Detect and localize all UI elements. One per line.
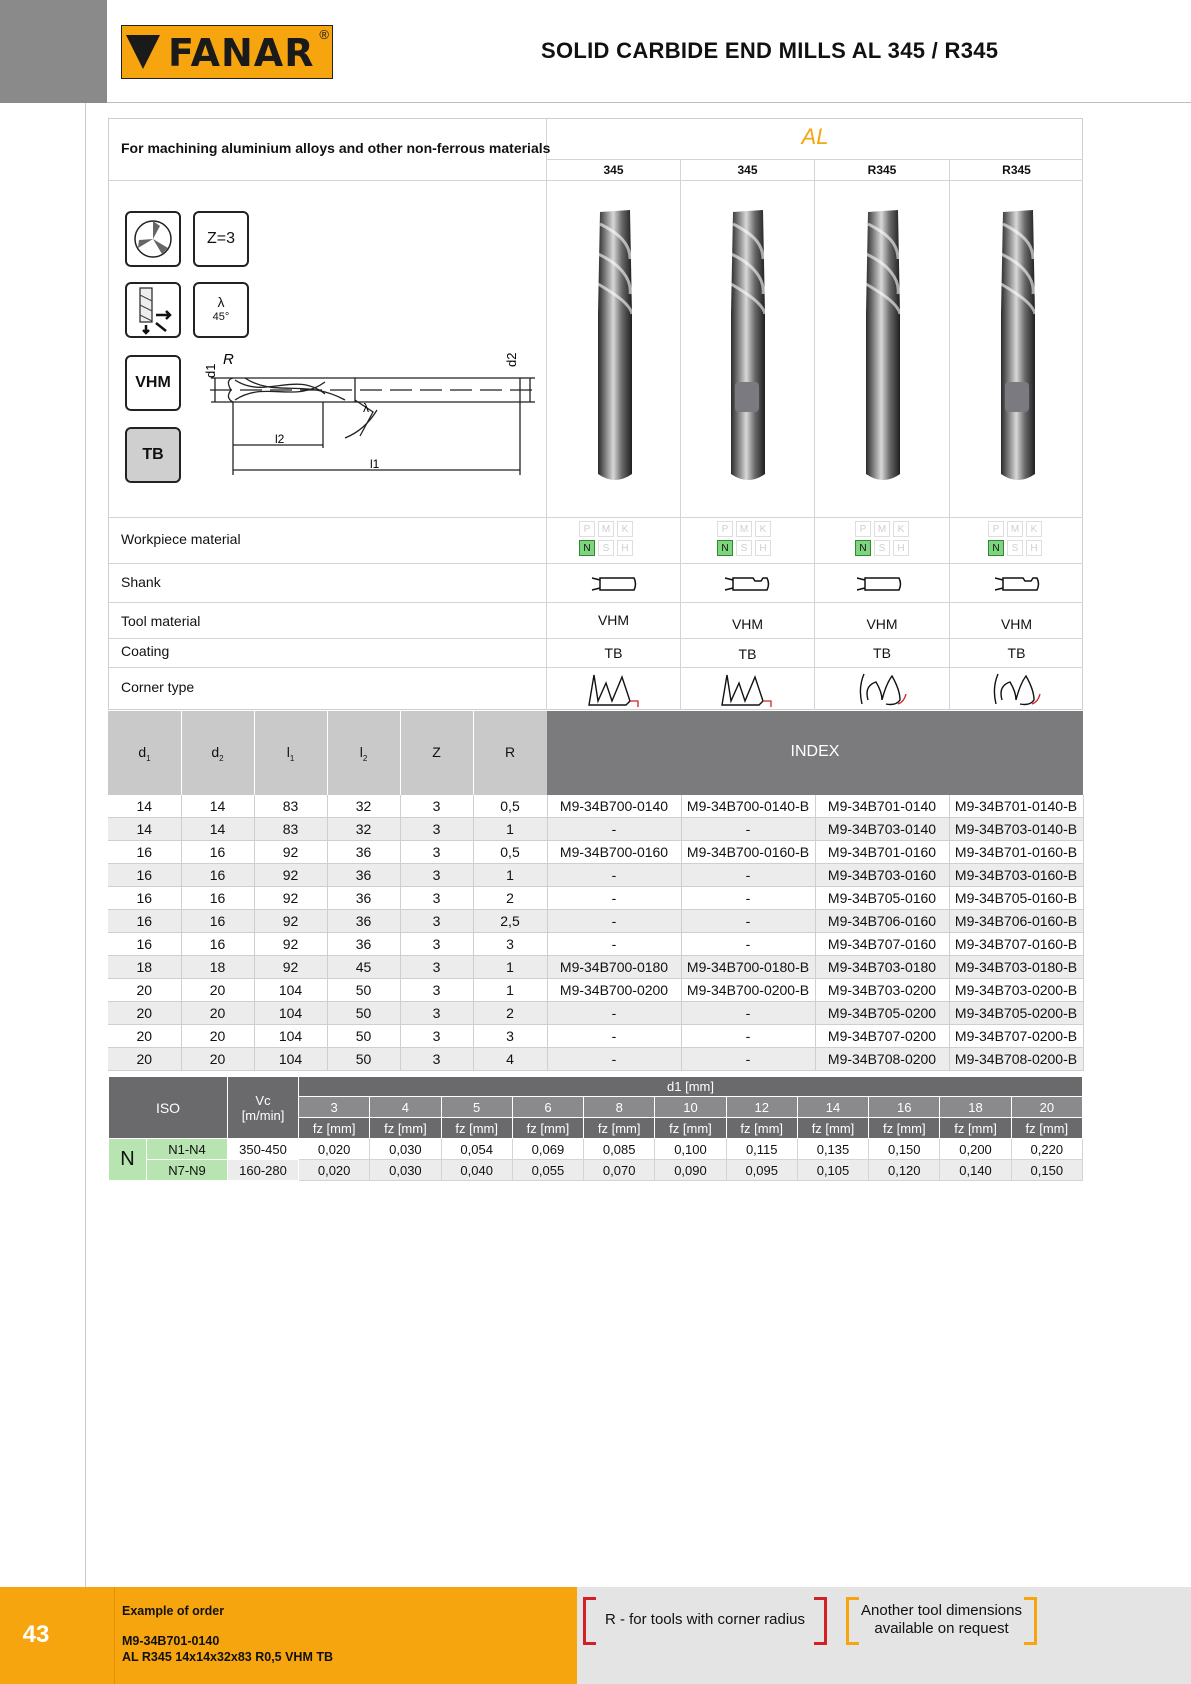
index-cell: - xyxy=(547,864,681,887)
fz-cell: 0,200 xyxy=(940,1139,1011,1160)
cutting-direction-icon xyxy=(130,285,176,335)
table-row xyxy=(108,1025,1083,1048)
shank-plain-icon xyxy=(590,574,638,594)
dimension-cell: 3 xyxy=(400,979,473,1002)
dimension-cell: 3 xyxy=(400,933,473,956)
index-cell: M9-34B703-0200 xyxy=(815,979,949,1002)
dimension-table xyxy=(108,795,1084,1071)
end-mill-image-2 xyxy=(723,204,773,484)
index-cell: M9-34B703-0160 xyxy=(815,864,949,887)
drilling-direction-icon xyxy=(125,282,181,338)
iso-header: ISO xyxy=(109,1077,228,1139)
table-row xyxy=(108,818,1083,841)
lambda-label: λ xyxy=(363,401,369,415)
index-cell: M9-34B700-0140-B xyxy=(681,795,815,818)
dimension-cell: 16 xyxy=(108,933,181,956)
index-cell: M9-34B705-0200-B xyxy=(949,1002,1083,1025)
dimension-cell: 1 xyxy=(473,979,547,1002)
index-cell: M9-34B703-0200-B xyxy=(949,979,1083,1002)
diameter-cell: 3 xyxy=(299,1097,370,1118)
tool-drawing xyxy=(205,350,545,485)
index-cell: - xyxy=(681,887,815,910)
fz-cell: 0,020 xyxy=(299,1139,370,1160)
index-cell: M9-34B700-0180-B xyxy=(681,956,815,979)
index-cell: M9-34B701-0140 xyxy=(815,795,949,818)
shank-plain-icon xyxy=(855,574,903,594)
index-cell: M9-34B703-0160-B xyxy=(949,864,1083,887)
index-cell: - xyxy=(547,910,681,933)
dimension-cell: 3 xyxy=(400,818,473,841)
index-cell: M9-34B703-0140 xyxy=(815,818,949,841)
dimension-cell: 4 xyxy=(473,1048,547,1071)
col-head-l2: $l_2$ xyxy=(359,744,368,763)
fz-cell: 0,150 xyxy=(1011,1160,1082,1181)
dimension-cell: 92 xyxy=(254,956,327,979)
dimension-cell: 20 xyxy=(181,1002,254,1025)
fz-unit-cell: fz [mm] xyxy=(726,1118,797,1139)
coating-2: TB xyxy=(738,646,757,662)
fz-cell: 0,150 xyxy=(869,1139,940,1160)
coating-1: TB xyxy=(604,645,623,661)
d1-label: d1 xyxy=(203,363,218,378)
table-row xyxy=(108,979,1083,1002)
end-mill-image-3 xyxy=(858,204,908,484)
footer-notes xyxy=(577,1587,1191,1684)
dimension-cell: 3 xyxy=(400,795,473,818)
dimension-cell: 3 xyxy=(400,1048,473,1071)
fz-cell: 0,115 xyxy=(726,1139,797,1160)
d2-label: d2 xyxy=(504,352,519,367)
fz-unit-cell: fz [mm] xyxy=(1011,1118,1082,1139)
fz-cell: 0,070 xyxy=(584,1160,655,1181)
l1-label: l1 xyxy=(370,457,380,471)
three-flute-icon xyxy=(125,211,181,267)
col-head-l1: $l_1$ xyxy=(286,744,295,763)
index-cell: M9-34B701-0160-B xyxy=(949,841,1083,864)
table-row xyxy=(108,795,1083,818)
table-row xyxy=(108,1002,1083,1025)
dimension-cell: 0,5 xyxy=(473,841,547,864)
fz-cell: 0,100 xyxy=(655,1139,726,1160)
teeth-count-icon xyxy=(193,211,249,267)
dimensions-note-bracket xyxy=(846,1597,1037,1645)
radius-note: R - for tools with corner radius xyxy=(604,1611,806,1628)
dimension-cell: 36 xyxy=(327,841,400,864)
table-row xyxy=(108,910,1083,933)
diameter-cell: 18 xyxy=(940,1097,1011,1118)
index-cell: M9-34B700-0140 xyxy=(547,795,681,818)
dimension-cell: 50 xyxy=(327,1025,400,1048)
dimension-cell: 3 xyxy=(400,956,473,979)
col-head-r: R xyxy=(504,744,516,760)
dimension-cell: 16 xyxy=(181,841,254,864)
fz-unit-cell: fz [mm] xyxy=(797,1118,868,1139)
dimension-cell: 36 xyxy=(327,933,400,956)
family-label: AL xyxy=(801,124,829,149)
dimension-cell: 36 xyxy=(327,910,400,933)
dimension-cell: 104 xyxy=(254,1025,327,1048)
iso-group-n: N xyxy=(109,1139,147,1181)
fz-cell: 0,135 xyxy=(797,1139,868,1160)
helix-symbol: λ xyxy=(217,294,225,310)
fz-unit-cell: fz [mm] xyxy=(512,1118,583,1139)
corner-block xyxy=(0,0,107,103)
diameter-cell: 16 xyxy=(869,1097,940,1118)
index-cell: M9-34B705-0160 xyxy=(815,887,949,910)
teeth-count-label: Z=3 xyxy=(206,230,235,247)
dimension-cell: 16 xyxy=(108,887,181,910)
dimension-cell: 3 xyxy=(400,841,473,864)
table-row xyxy=(108,956,1083,979)
dimension-cell: 83 xyxy=(254,818,327,841)
index-cell: M9-34B708-0200-B xyxy=(949,1048,1083,1071)
dimension-cell: 16 xyxy=(108,841,181,864)
dimension-cell: 92 xyxy=(254,864,327,887)
dimensions-note: Another tool dimensions available on request xyxy=(861,1602,1022,1637)
dimension-cell: 3 xyxy=(400,910,473,933)
index-cell: - xyxy=(547,933,681,956)
fz-cell: 0,020 xyxy=(299,1160,370,1181)
diameter-cell: 8 xyxy=(584,1097,655,1118)
dimension-cell: 2 xyxy=(473,887,547,910)
fanar-logo xyxy=(121,25,333,79)
index-cell: - xyxy=(681,864,815,887)
diameter-cell: 4 xyxy=(370,1097,441,1118)
helix-angle-value: 45° xyxy=(212,311,230,323)
logo-registered: ® xyxy=(319,27,329,42)
fz-cell: 0,069 xyxy=(512,1139,583,1160)
corner-radius-icon xyxy=(856,670,912,710)
index-cell: - xyxy=(547,887,681,910)
logo-wordmark: FANAR xyxy=(168,31,315,75)
row-label-tool-material: Tool material xyxy=(121,613,201,629)
table-row xyxy=(108,1048,1083,1071)
index-cell: - xyxy=(547,818,681,841)
dimension-cell: 20 xyxy=(108,1025,181,1048)
corner-radius-icon xyxy=(990,670,1046,710)
dimension-cell: 0,5 xyxy=(473,795,547,818)
page-number-block xyxy=(0,1587,114,1684)
dimension-cell: 16 xyxy=(181,933,254,956)
diameter-cell: 6 xyxy=(512,1097,583,1118)
fz-unit-cell: fz [mm] xyxy=(655,1118,726,1139)
radius-label: R xyxy=(223,351,234,368)
table-row xyxy=(108,864,1083,887)
index-cell: - xyxy=(681,1025,815,1048)
index-cell: M9-34B705-0200 xyxy=(815,1002,949,1025)
diameter-cell: 5 xyxy=(441,1097,512,1118)
index-cell: - xyxy=(681,933,815,956)
diameter-cell: 10 xyxy=(655,1097,726,1118)
dimension-cell: 14 xyxy=(108,818,181,841)
fz-unit-cell: fz [mm] xyxy=(869,1118,940,1139)
dimension-cell: 2,5 xyxy=(473,910,547,933)
diameter-cell: 20 xyxy=(1011,1097,1082,1118)
col-head-index: INDEX xyxy=(790,743,840,760)
dimension-cell: 92 xyxy=(254,933,327,956)
col-header-1: 345 xyxy=(603,163,624,177)
dimension-cell: 3 xyxy=(400,864,473,887)
workpiece-material-2: P M K N S H xyxy=(717,521,771,556)
fz-cell: 0,054 xyxy=(441,1139,512,1160)
example-desc: AL R345 14x14x32x83 R0,5 VHM TB xyxy=(122,1650,333,1664)
dimension-cell: 45 xyxy=(327,956,400,979)
diameter-cell: 12 xyxy=(726,1097,797,1118)
index-cell: - xyxy=(681,1002,815,1025)
page-number: 43 xyxy=(22,1621,50,1648)
dimension-cell: 16 xyxy=(108,910,181,933)
fz-cell: 0,090 xyxy=(655,1160,726,1181)
fz-unit-cell: fz [mm] xyxy=(584,1118,655,1139)
fz-cell: 0,030 xyxy=(370,1139,441,1160)
index-cell: - xyxy=(681,818,815,841)
end-mill-image-4 xyxy=(993,204,1043,484)
index-cell: M9-34B700-0160 xyxy=(547,841,681,864)
row-label-coating: Coating xyxy=(121,643,170,659)
col-head-d2: $d_2$ xyxy=(211,744,224,763)
dimension-cell: 104 xyxy=(254,1002,327,1025)
dimension-cell: 104 xyxy=(254,1048,327,1071)
dimension-cell: 16 xyxy=(108,864,181,887)
example-code: M9-34B701-0140 xyxy=(122,1634,220,1648)
dimension-cell: 92 xyxy=(254,887,327,910)
dimension-cell: 92 xyxy=(254,910,327,933)
table-row xyxy=(108,841,1083,864)
dimension-cell: 3 xyxy=(473,933,547,956)
margin-rule xyxy=(85,103,86,1588)
dimension-cell: 3 xyxy=(400,1002,473,1025)
col-header-3: R345 xyxy=(867,163,897,177)
dimension-cell: 36 xyxy=(327,887,400,910)
table-row xyxy=(108,933,1083,956)
index-cell: M9-34B705-0160-B xyxy=(949,887,1083,910)
dimension-cell: 14 xyxy=(181,818,254,841)
fz-cell: 0,120 xyxy=(869,1160,940,1181)
coating-4: TB xyxy=(1007,645,1026,661)
fz-cell: 0,055 xyxy=(512,1160,583,1181)
fz-cell: 0,140 xyxy=(940,1160,1011,1181)
col-header-4: R345 xyxy=(1002,163,1031,177)
coating-label: TB xyxy=(142,446,164,463)
dimension-cell: 16 xyxy=(181,910,254,933)
dimension-cell: 14 xyxy=(108,795,181,818)
index-cell: M9-34B701-0140-B xyxy=(949,795,1083,818)
dimension-cell: 104 xyxy=(254,979,327,1002)
workpiece-material-3: P M K N S H xyxy=(855,521,909,556)
dimension-cell: 1 xyxy=(473,864,547,887)
tool-material-4: VHM xyxy=(1000,616,1033,632)
row-label-corner: Corner type xyxy=(121,679,195,695)
material-label: VHM xyxy=(135,374,171,391)
fz-unit-cell: fz [mm] xyxy=(940,1118,1011,1139)
table-row xyxy=(108,887,1083,910)
vc-header: Vc [m/min] xyxy=(228,1077,299,1139)
flute-section-icon xyxy=(130,216,176,262)
example-title: Example of order xyxy=(122,1604,225,1618)
workpiece-material-4: P M K N S H xyxy=(988,521,1042,556)
vc-cell: 160-280 xyxy=(228,1160,299,1181)
iso-subgroup: N7-N9 xyxy=(147,1160,228,1181)
dimension-cell: 20 xyxy=(181,1048,254,1071)
dimension-cell: 16 xyxy=(181,864,254,887)
header-rule xyxy=(107,102,1191,103)
coating-icon xyxy=(125,427,181,483)
dimension-cell: 32 xyxy=(327,795,400,818)
index-cell: - xyxy=(681,1048,815,1071)
index-cell: M9-34B706-0160 xyxy=(815,910,949,933)
fz-cell: 0,220 xyxy=(1011,1139,1082,1160)
index-cell: M9-34B707-0200 xyxy=(815,1025,949,1048)
dimension-cell: 1 xyxy=(473,956,547,979)
index-cell: M9-34B700-0160-B xyxy=(681,841,815,864)
col-head-z: Z xyxy=(432,744,441,760)
description: For machining aluminium alloys and other non-ferrous materials xyxy=(121,140,551,156)
row-label-shank: Shank xyxy=(121,574,161,590)
index-cell: - xyxy=(547,1048,681,1071)
page-title: SOLID CARBIDE END MILLS AL 345 / R345 xyxy=(541,38,999,63)
vc-cell: 350-450 xyxy=(228,1139,299,1160)
index-cell: M9-34B700-0180 xyxy=(547,956,681,979)
dimension-cell: 92 xyxy=(254,841,327,864)
index-cell: M9-34B700-0200-B xyxy=(681,979,815,1002)
dimension-cell: 50 xyxy=(327,1048,400,1071)
dimension-cell: 18 xyxy=(181,956,254,979)
cutting-data-table xyxy=(108,1076,1083,1181)
corner-sharp-icon xyxy=(719,671,775,709)
dimension-cell: 20 xyxy=(108,979,181,1002)
dimension-cell: 50 xyxy=(327,1002,400,1025)
corner-sharp-icon xyxy=(586,671,642,709)
col-head-d1: $d_1$ xyxy=(138,744,151,763)
index-cell: M9-34B706-0160-B xyxy=(949,910,1083,933)
shank-weldon-icon xyxy=(723,574,771,594)
dimension-cell: 20 xyxy=(108,1002,181,1025)
dimension-cell: 20 xyxy=(108,1048,181,1071)
index-cell: M9-34B708-0200 xyxy=(815,1048,949,1071)
index-cell: M9-34B707-0160-B xyxy=(949,933,1083,956)
dimension-cell: 1 xyxy=(473,818,547,841)
dimension-cell: 16 xyxy=(181,887,254,910)
index-cell: M9-34B701-0160 xyxy=(815,841,949,864)
fz-cell: 0,085 xyxy=(584,1139,655,1160)
tool-material-2: VHM xyxy=(731,616,764,632)
dimension-cell: 50 xyxy=(327,979,400,1002)
index-cell: - xyxy=(547,1002,681,1025)
index-cell: M9-34B707-0160 xyxy=(815,933,949,956)
index-cell: M9-34B703-0140-B xyxy=(949,818,1083,841)
fz-cell: 0,030 xyxy=(370,1160,441,1181)
index-cell: - xyxy=(681,910,815,933)
end-mill-image-1 xyxy=(590,204,640,484)
tool-material-1: VHM xyxy=(597,612,630,628)
diameter-cell: 14 xyxy=(797,1097,868,1118)
index-cell: M9-34B707-0200-B xyxy=(949,1025,1083,1048)
dimension-cell: 14 xyxy=(181,795,254,818)
dimension-cell: 83 xyxy=(254,795,327,818)
fz-cell: 0,040 xyxy=(441,1160,512,1181)
index-cell: - xyxy=(547,1025,681,1048)
dimension-cell: 3 xyxy=(400,1025,473,1048)
fz-unit-cell: fz [mm] xyxy=(441,1118,512,1139)
dimension-cell: 3 xyxy=(400,887,473,910)
tool-material-3: VHM xyxy=(866,616,898,632)
index-cell: M9-34B703-0180-B xyxy=(949,956,1083,979)
iso-subgroup: N1-N4 xyxy=(147,1139,228,1160)
dimension-cell: 3 xyxy=(473,1025,547,1048)
logo-v-mark xyxy=(126,35,160,69)
l2-label: l2 xyxy=(275,432,285,446)
dimension-cell: 18 xyxy=(108,956,181,979)
col-header-2: 345 xyxy=(737,163,758,177)
dimension-cell: 36 xyxy=(327,864,400,887)
dimension-cell: 20 xyxy=(181,1025,254,1048)
dimension-cell: 20 xyxy=(181,979,254,1002)
shank-weldon-icon xyxy=(993,574,1041,594)
fz-cell: 0,105 xyxy=(797,1160,868,1181)
fz-cell: 0,095 xyxy=(726,1160,797,1181)
d1-header: d1 [mm] xyxy=(299,1077,1083,1097)
fz-unit-cell: fz [mm] xyxy=(299,1118,370,1139)
fz-unit-cell: fz [mm] xyxy=(370,1118,441,1139)
index-cell: M9-34B703-0180 xyxy=(815,956,949,979)
dimension-cell: 2 xyxy=(473,1002,547,1025)
radius-note-bracket xyxy=(583,1597,827,1645)
dimension-cell: 32 xyxy=(327,818,400,841)
workpiece-material-1: P M K N S H xyxy=(579,521,633,556)
order-example xyxy=(114,1587,578,1684)
material-icon xyxy=(125,355,181,411)
helix-angle-icon xyxy=(193,282,249,338)
index-cell: M9-34B700-0200 xyxy=(547,979,681,1002)
coating-3: TB xyxy=(873,645,891,661)
row-label-workpiece: Workpiece material xyxy=(121,531,241,547)
